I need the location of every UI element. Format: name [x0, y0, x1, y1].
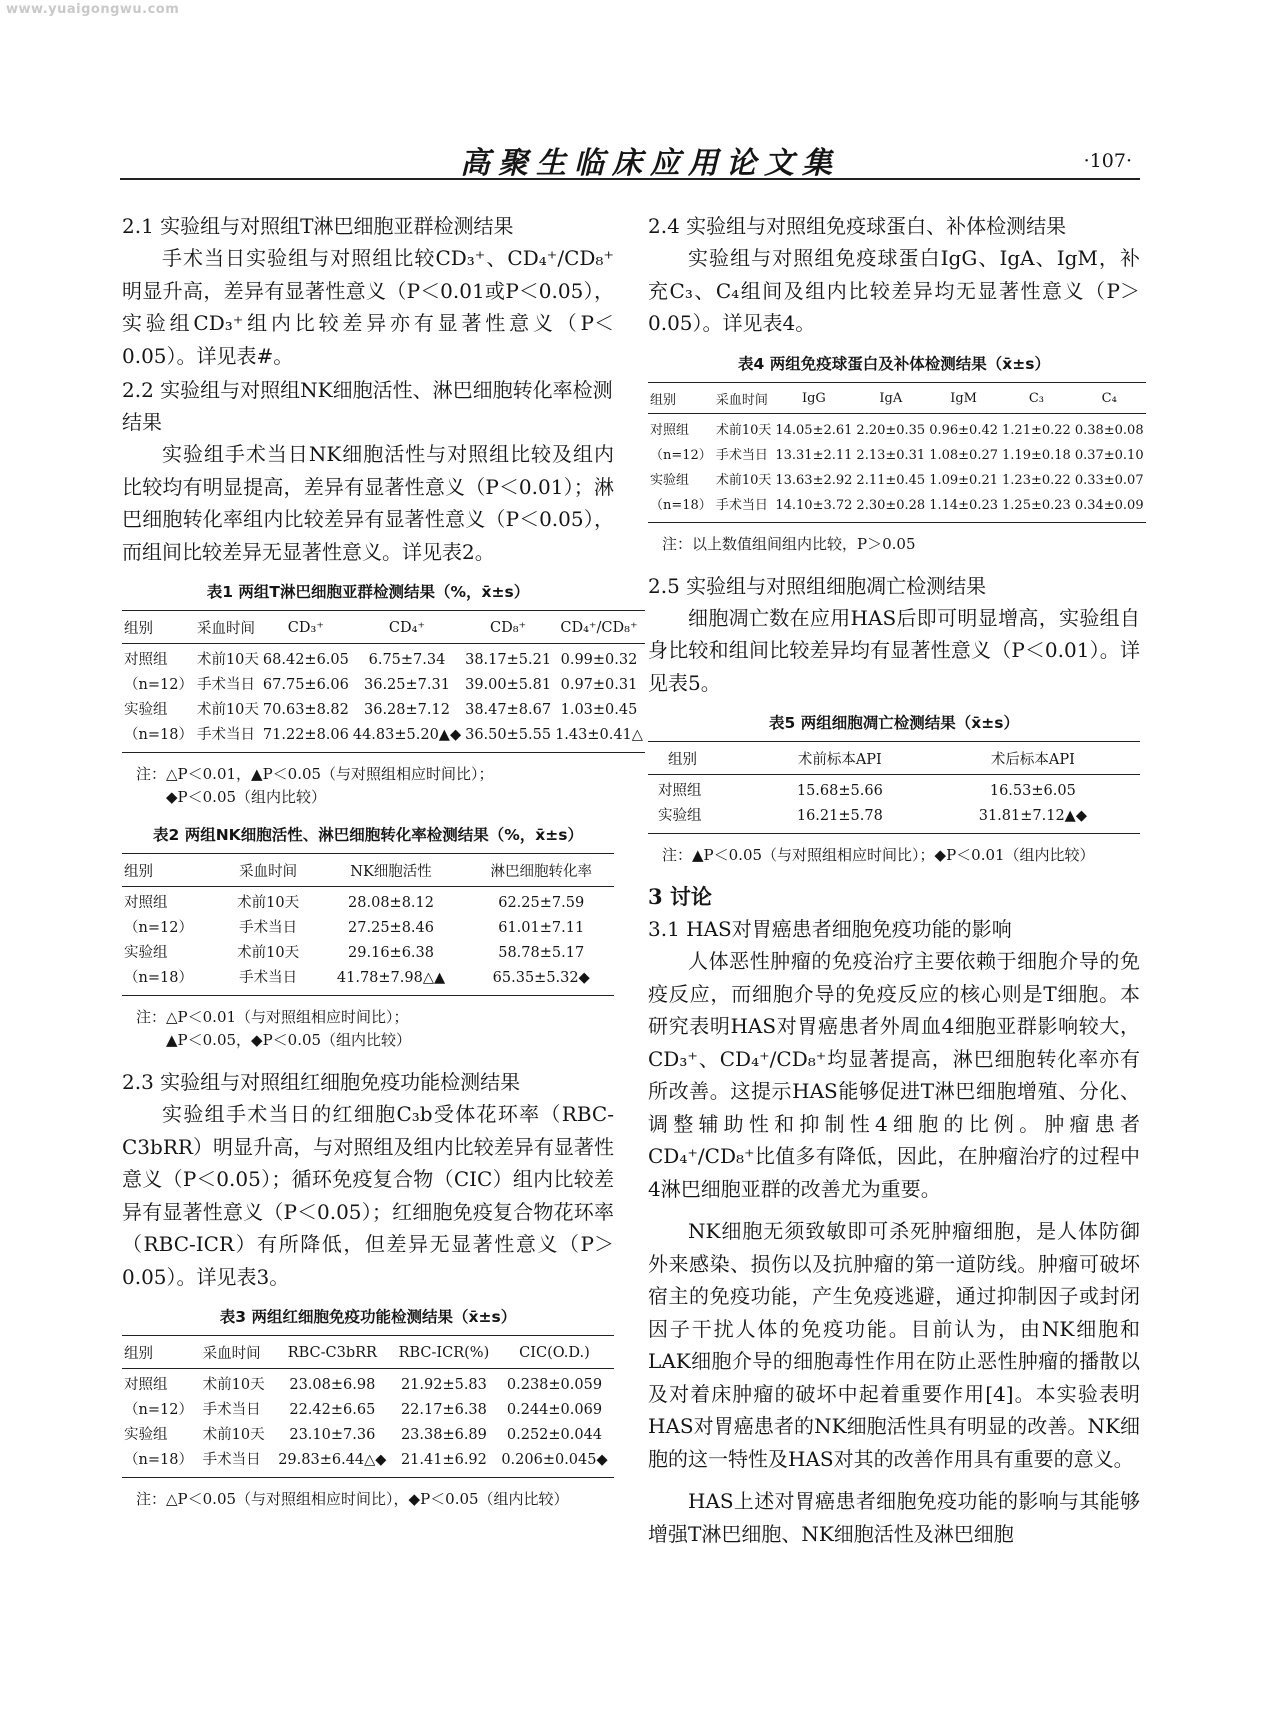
section-heading-2-5: 2.5 实验组与对照组细胞凋亡检测结果 [648, 573, 987, 598]
table-cell: 29.83±6.44△◆ [272, 1448, 393, 1478]
table-cell: 实验组 [124, 945, 168, 961]
table-cell: 2.30±0.28 [854, 493, 927, 523]
table-cell: 36.25±7.31 [364, 677, 450, 693]
table-row [122, 941, 614, 966]
table-row [122, 887, 614, 917]
table-cell: 0.38±0.08 [1074, 422, 1144, 438]
table-cell: 14.05±2.61 [775, 422, 853, 438]
table-cell: 2.13±0.31 [856, 447, 926, 463]
table-row [648, 468, 1146, 493]
table-cell: 6.75±7.34 [368, 652, 446, 668]
table-header-row [648, 742, 1140, 775]
table-cell: 对照组 [658, 783, 702, 799]
table2 [122, 853, 614, 996]
table-cell: 1.14±0.23 [927, 493, 1000, 523]
table4-note-line1: 注：以上数值组间组内比较，P＞0.05 [662, 534, 916, 553]
table-cell: 对照组 [124, 895, 168, 911]
table-header-cell: IgM [927, 382, 1000, 413]
table3-note-line1: 注：△P＜0.05（与对照组相应时间比），◆P＜0.05（组内比较） [136, 1490, 569, 1508]
table4-note [648, 533, 1140, 556]
table-header-cell: 采血时间 [714, 382, 774, 413]
table5-note-line1: 注：▲P＜0.05（与对照组相应时间比）；◆P＜0.01（组内比较） [662, 846, 1095, 864]
table-cell: 0.99±0.32 [560, 652, 638, 668]
section-heading-3: 3 讨论 [648, 884, 712, 909]
table-cell: 23.08±6.98 [289, 1377, 376, 1393]
table-cell: 手术当日 [715, 447, 768, 463]
table-row [122, 966, 614, 996]
journal-title: 高聚生临床应用论文集 [460, 146, 840, 181]
table-header-cell: C₃ [1000, 382, 1073, 413]
table-cell: 2.20±0.35 [856, 422, 926, 438]
table-header-row [122, 1336, 614, 1369]
table-header-cell: NK细胞活性 [314, 854, 469, 887]
table-cell: 0.244±0.069 [506, 1402, 603, 1418]
table-cell: 22.17±6.38 [400, 1402, 487, 1418]
section-heading-2-4: 2.4 实验组与对照组免疫球蛋白、补体检测结果 [648, 214, 1067, 238]
table-cell: 68.42±6.05 [262, 652, 349, 668]
table5 [648, 741, 1140, 834]
table-header-cell: RBC-C3bRR [272, 1336, 393, 1369]
table-header-cell: 组别 [648, 742, 754, 775]
table-cell: 28.08±8.12 [348, 895, 434, 911]
table-cell: 术前10天 [196, 652, 259, 668]
table-header-row [648, 382, 1146, 413]
table5-caption: 表5 两组细胞凋亡检测结果（x̄±s） [769, 714, 1019, 732]
table1-note [122, 763, 614, 809]
table-cell: （n=18） [122, 1448, 201, 1478]
table4-caption: 表4 两组免疫球蛋白及补体检测结果（x̄±s） [738, 354, 1050, 373]
table-row [122, 1369, 614, 1399]
table3-note [122, 1488, 614, 1511]
table-cell: （n=12） [650, 447, 712, 463]
table-cell: 实验组 [124, 702, 168, 718]
table-cell: 36.28±7.12 [364, 702, 450, 718]
table-cell: 对照组 [124, 1377, 168, 1393]
table-header-cell: 术后标本API [926, 742, 1140, 775]
section-body-2-5: 细胞凋亡数在应用HAS后即可明显增高，实验组自身比较和组间比较差异均有显著性意义（P＜0.01）。详见表5。 [648, 605, 1140, 695]
table-cell: 0.206±0.045◆ [495, 1448, 614, 1478]
table-cell: 41.78±7.98△▲ [314, 966, 469, 996]
table-cell: 术前10天 [715, 422, 772, 438]
table-cell: 27.25±8.46 [348, 920, 434, 936]
table-row [122, 723, 645, 753]
table-header-cell: 术前标本API [754, 742, 926, 775]
table-cell: 15.68±5.66 [796, 783, 883, 799]
table-cell: 实验组 [650, 472, 690, 488]
table-cell: 实验组 [648, 804, 754, 834]
table-cell: 2.11±0.45 [856, 472, 926, 488]
table-cell: （n=12） [124, 920, 193, 936]
table1-note-line1: 注：△P＜0.01，▲P＜0.05（与对照组相应时间比）； [136, 765, 494, 783]
table-cell: 16.21±5.78 [754, 804, 926, 834]
running-header [120, 138, 1140, 180]
table-row [122, 1448, 614, 1478]
table-cell: 65.35±5.32◆ [468, 966, 614, 996]
table-cell: 67.75±6.06 [262, 677, 349, 693]
table-header-row [122, 854, 614, 887]
table-cell: 0.97±0.31 [560, 677, 638, 693]
discussion-paragraph-3: HAS上述对胃癌患者细胞免疫功能的影响与其能够增强T淋巴细胞、NK细胞活性及淋巴细胞 [648, 1489, 1140, 1546]
table-cell: 23.38±6.89 [400, 1427, 487, 1443]
table-cell: 术前10天 [202, 1427, 265, 1443]
table-cell: 22.42±6.65 [289, 1402, 376, 1418]
table-cell: 0.33±0.07 [1074, 472, 1144, 488]
table-cell: 手术当日 [714, 493, 774, 523]
table-cell: 0.252±0.044 [506, 1427, 603, 1443]
table-cell: 手术当日 [196, 677, 255, 693]
table-header-cell: 组别 [648, 382, 714, 413]
table-cell: 58.78±5.17 [498, 945, 585, 961]
table-row [648, 493, 1146, 523]
table-header-cell: 组别 [122, 611, 195, 644]
discussion-paragraph-1: 人体恶性肿瘤的免疫治疗主要依赖于细胞介导的免疫反应，而细胞介导的免疫反应的核心则是T细胞。本研究表明HAS对胃癌患者外周血4细胞亚群影响较大，CD₃⁺、CD₄⁺/CD₈⁺均显著提高，淋巴细胞转化率亦有所改善。这提示HAS能够促进T淋巴细胞增殖、分化、调整辅助性和抑制性4细胞的比例。肿瘤患者CD₄⁺/CD₈⁺比值多有降低，因此，在肿瘤治疗的过程中4淋巴细胞亚群的改善尤为重要。 [648, 949, 1140, 1201]
section-heading-2-3: 2.3 实验组与对照组红细胞免疫功能检测结果 [122, 1070, 521, 1094]
table2-caption: 表2 两组NK细胞活性、淋巴细胞转化率检测结果（%，x̄±s） [153, 826, 583, 844]
table-cell: 1.09±0.21 [929, 472, 999, 488]
table-cell: （n=12） [124, 677, 193, 693]
table2-note-line1: 注：△P＜0.01（与对照组相应时间比）； [136, 1008, 409, 1026]
table-cell: 16.53±6.05 [989, 783, 1076, 799]
table-cell: 对照组 [124, 652, 168, 668]
table1-caption: 表1 两组T淋巴细胞亚群检测结果（%，x̄±s） [206, 583, 530, 601]
table-cell: 62.25±7.59 [498, 895, 585, 911]
table-row [122, 1398, 614, 1423]
table-cell: 13.31±2.11 [775, 447, 853, 463]
section-body-2-3: 实验组手术当日的红细胞C₃b受体花环率（RBC-C3bRR）明显升高，与对照组及组内比较差异有显著性意义（P＜0.05）；循环免疫复合物（CIC）组内比较差异有显著性意义（P＜0.05）；红细胞免疫复合物花环率（RBC-ICR）有所降低，但差异无显著性意义（P＞0.05）。详见表3。 [122, 1102, 614, 1289]
page-number: ·107· [1083, 150, 1132, 172]
section-heading-2-1: 2.1 实验组与对照组T淋巴细胞亚群检测结果 [122, 214, 514, 238]
table1-note-line2: ◆P＜0.05（组内比较） [166, 788, 327, 806]
table-cell: 实验组 [124, 1427, 168, 1443]
table-header-cell: CD₈⁺ [463, 611, 553, 644]
table-cell: 1.43±0.41△ [553, 723, 645, 753]
table-cell: 14.10±3.72 [773, 493, 854, 523]
table-cell: 术前10天 [237, 895, 300, 911]
table-cell: 23.10±7.36 [289, 1427, 376, 1443]
table-cell: 1.21±0.22 [1002, 422, 1071, 438]
table-header-cell: RBC-ICR(%) [393, 1336, 495, 1369]
table-header-cell: 采血时间 [223, 854, 314, 887]
table-cell: 0.34±0.09 [1073, 493, 1146, 523]
table-header-cell: 组别 [122, 854, 223, 887]
table-cell: 术前10天 [196, 702, 259, 718]
table-cell: 术前10天 [715, 472, 772, 488]
table-row [122, 916, 614, 941]
table-header-cell: 采血时间 [201, 1336, 272, 1369]
watermark: www.yuaigongwu.com [6, 2, 180, 17]
table-cell: 1.19±0.18 [1002, 447, 1071, 463]
table-header-cell: CD₃⁺ [261, 611, 351, 644]
table-row [648, 413, 1146, 443]
table5-note [648, 844, 1140, 867]
table-cell: 术前10天 [237, 945, 300, 961]
table-row [122, 673, 645, 698]
table-cell: 71.22±8.06 [261, 723, 351, 753]
table-cell: 21.92±5.83 [400, 1377, 487, 1393]
table-cell: 0.37±0.10 [1074, 447, 1144, 463]
table-cell: 70.63±8.82 [262, 702, 349, 718]
table1 [122, 610, 645, 753]
table-header-cell: C₄ [1073, 382, 1146, 413]
table3 [122, 1335, 614, 1478]
table-header-cell: CD₄⁺/CD₈⁺ [553, 611, 645, 644]
table-cell: 1.23±0.22 [1002, 472, 1071, 488]
table-cell: 38.17±5.21 [465, 652, 552, 668]
table-row [648, 775, 1140, 805]
table-cell: （n=18） [122, 723, 195, 753]
table-header-cell: 采血时间 [195, 611, 261, 644]
table-cell: 29.16±6.38 [348, 945, 434, 961]
table-cell: 术前10天 [202, 1377, 265, 1393]
table-cell: 1.08±0.27 [929, 447, 999, 463]
section-heading-2-2: 2.2 实验组与对照组NK细胞活性、淋巴细胞转化率检测结果 [122, 378, 613, 434]
table-cell: 21.41±6.92 [393, 1448, 495, 1478]
table-cell: 44.83±5.20▲◆ [351, 723, 463, 753]
table-cell: 38.47±8.67 [465, 702, 552, 718]
table-row [122, 644, 645, 674]
section-heading-3-1: 3.1 HAS对胃癌患者细胞免疫功能的影响 [648, 917, 1012, 941]
table-cell: 手术当日 [201, 1448, 272, 1478]
table-header-cell: CIC(O.D.) [495, 1336, 614, 1369]
table-cell: 31.81±7.12▲◆ [926, 804, 1140, 834]
table3-caption: 表3 两组红细胞免疫功能检测结果（x̄±s） [219, 1308, 517, 1326]
section-body-2-1: 手术当日实验组与对照组比较CD₃⁺、CD₄⁺/CD₈⁺明显升高，差异有显著性意义（P＜0.01或P＜0.05），实验组CD₃⁺组内比较差异亦有显著性意义（P＜0.05）。详见表#。 [122, 246, 614, 368]
table-cell: 手术当日 [202, 1402, 261, 1418]
table-header-cell: 组别 [122, 1336, 201, 1369]
table-cell: （n=18） [648, 493, 714, 523]
table-cell: （n=12） [124, 1402, 193, 1418]
table-cell: 36.50±5.55 [463, 723, 553, 753]
table-cell: 61.01±7.11 [498, 920, 585, 936]
table-header-row [122, 611, 645, 644]
table-header-cell: CD₄⁺ [351, 611, 463, 644]
table-cell: 手术当日 [239, 920, 298, 936]
table-row [122, 698, 645, 723]
table-cell: 0.238±0.059 [506, 1377, 603, 1393]
table4 [648, 382, 1146, 523]
table-cell: 1.25±0.23 [1000, 493, 1073, 523]
table-header-cell: IgA [854, 382, 927, 413]
table2-note-line2: ▲P＜0.05，◆P＜0.05（组内比较） [166, 1031, 412, 1049]
table-cell: 39.00±5.81 [465, 677, 552, 693]
table-cell: 13.63±2.92 [775, 472, 853, 488]
table-row [648, 804, 1140, 834]
table-row [648, 443, 1146, 468]
table-cell: 对照组 [650, 422, 690, 438]
table-header-cell: IgG [773, 382, 854, 413]
right-column [648, 210, 1144, 1550]
table-row [122, 1423, 614, 1448]
table-cell: 手术当日 [195, 723, 261, 753]
table-header-cell: 淋巴细胞转化率 [468, 854, 614, 887]
left-column [122, 210, 643, 1525]
table-cell: 1.03±0.45 [560, 702, 638, 718]
table-cell: 手术当日 [223, 966, 314, 996]
table2-note [122, 1006, 614, 1052]
table-cell: 0.96±0.42 [929, 422, 999, 438]
section-body-2-2: 实验组手术当日NK细胞活性与对照组比较及组内比较均有明显提高，差异有显著性意义（P＜0.01）；淋巴细胞转化率组内比较差异有显著性意义（P＜0.05），而组间比较差异无显著性意义。详见表2。 [122, 442, 614, 564]
discussion-paragraph-2: NK细胞无须致敏即可杀死肿瘤细胞，是人体防御外来感染、损伤以及抗肿瘤的第一道防线。肿瘤可破坏宿主的免疫功能，产生免疫逃避，通过抑制因子或封闭因子干扰人体的免疫功能。目前认为，由NK细胞和LAK细胞介导的细胞毒性作用在防止恶性肿瘤的播散以及对着床肿瘤的破坏中起着重要作用[4]。本实验表明HAS对胃癌患者的NK细胞活性具有明显的改善。NK细胞的这一特性及HAS对其的改善作用具有重要的意义。 [648, 1219, 1140, 1471]
table-cell: （n=18） [122, 966, 223, 996]
section-body-2-4: 实验组与对照组免疫球蛋白IgG、IgA、IgM，补充C₃、C₄组间及组内比较差异均无显著性意义（P＞0.05）。详见表4。 [648, 246, 1140, 335]
